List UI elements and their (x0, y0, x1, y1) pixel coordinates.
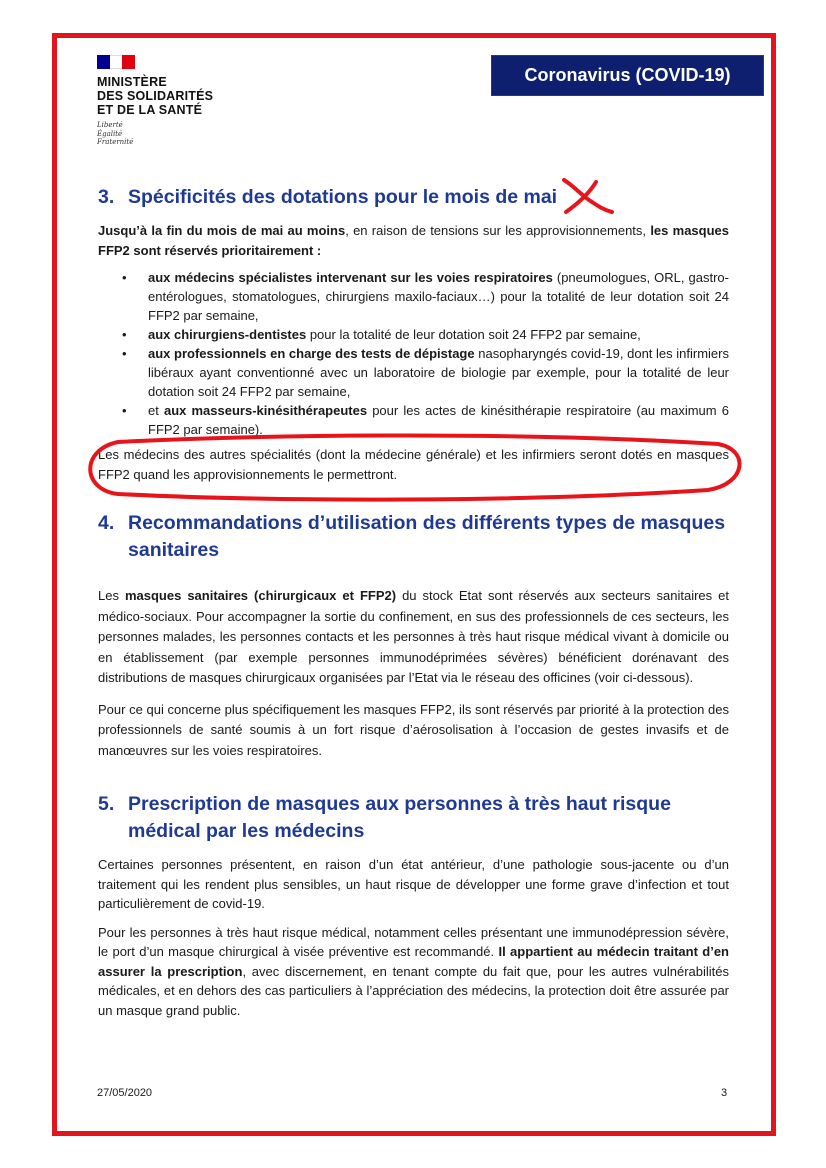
footer-date: 27/05/2020 (97, 1087, 153, 1099)
text: Les (98, 588, 125, 603)
text: du stock Etat sont réservés aux secteurs sanitaires et médico-sociaux. Pour accompagner la sortie du confinement, en sus des professionnels de ces secteurs, les personnes malades, les personnes contacts et les personnes à très haut risque médical vivant à domicile ou en établissement (par exemple personnes immunodéprimées sévères) bénéficient dorénavant des distributions de masques chirurgicaux organisées par l’Etat via le réseau des officines (voir ci-dessous). (98, 588, 729, 685)
handwritten-circle-annotation (78, 432, 750, 504)
text: nasopharyngés covid-19, dont les infirmiers libéraux ayant conventionné avec un laboratoire de biologie par exemple, pour la totalité de leur dotation soit 24 FFP2 par semaine, (148, 346, 729, 399)
bold-text: aux médecins spécialistes intervenant sur les voies respiratoires (148, 270, 553, 285)
section-3-intro (98, 221, 729, 260)
section-4-heading (98, 510, 729, 564)
french-flag-icon (97, 55, 135, 69)
text: Pour les personnes à très haut risque médical, notamment celles présentant une immunodépression sévère, le port d’un masque chirurgical à visée préventive est recommandé. (98, 924, 729, 959)
motto-line: Égalité (97, 129, 123, 138)
list-item (98, 344, 729, 401)
section-4-paragraph (98, 586, 729, 689)
bold-text: aux professionnels en charge des tests de dépistage (148, 346, 475, 361)
section-title: Prescription de masques aux personnes à très haut risque médical par les médecins (128, 793, 671, 842)
motto-line: Fraternité (97, 138, 134, 146)
bullet-icon: • (122, 346, 127, 361)
section-5-heading (98, 791, 729, 845)
ministry-line: DES SOLIDARITÉS (97, 89, 214, 103)
covid-banner: Coronavirus (COVID-19) (491, 55, 764, 96)
bold-text: masques sanitaires (chirurgicaux et FFP2) (124, 588, 397, 603)
list-item (98, 325, 729, 344)
bullet-icon: • (122, 327, 127, 342)
bullet-icon: • (122, 270, 127, 285)
text: , en raison de tensions sur les approvisionnements, (345, 223, 651, 238)
section-4-paragraph: Pour ce qui concerne plus spécifiquement les masques FFP2, ils sont réservés par priorité à la protection des professionnels de santé soumis à un fort risque d’aérosolisation à l’occasion de gestes invasifs et de manœuvres sur les voies respiratoires. (98, 701, 729, 758)
bold-text: les masques FFP2 sont réservés prioritairement : (98, 223, 730, 258)
text: pour la totalité de leur dotation soit 24 FFP2 par semaine, (306, 327, 641, 342)
bold-text: Il appartient au médecin traitant d’en assurer la prescription (98, 944, 729, 979)
bold-text: Jusqu’à la fin du mois de mai au moins (98, 223, 346, 238)
ministry-name (97, 75, 213, 117)
ministry-line: MINISTÈRE (97, 75, 167, 89)
bold-text: aux chirurgiens-dentistes (148, 327, 307, 342)
text: , avec discernement, en tenant compte du fait que, pour les autres vulnérabilités médicales, et en dehors des cas particuliers à l’appréciation des médecins, la protection doit être assurée par un masque grand public. (98, 963, 730, 1018)
text: (pneumologues, ORL, gastro-entérologues, stomatologues, chirurgiens maxilo-faciaux…) pour la totalité de leur dotation soit 24 FFP2 par semaine, (148, 270, 729, 323)
section-title: Spécificités des dotations pour le mois de mai (128, 186, 558, 208)
bold-text: aux masseurs-kinésithérapeutes (163, 403, 368, 418)
page-number: 3 (721, 1087, 728, 1099)
text: et (148, 403, 164, 418)
ministry-line: ET DE LA SANTÉ (97, 103, 203, 117)
circled-paragraph: Les médecins des autres spécialités (dont la médecine générale) et les infirmiers seront dotés en masques FFP2 quand les approvisionnements le permettront. (98, 447, 729, 482)
section-number: 3. (98, 186, 115, 208)
ministry-logo (97, 55, 213, 147)
text: pour les actes de kinésithérapie respiratoire (au maximum 6 FFP2 par semaine). (148, 403, 729, 437)
bullet-icon: • (122, 403, 127, 418)
section-3-heading (98, 184, 729, 211)
document-body (98, 184, 729, 1020)
motto-line: Liberté (97, 121, 123, 129)
section-5-paragraph (98, 923, 729, 1021)
section-number: 5. (98, 793, 115, 815)
republic-motto (97, 121, 213, 147)
section-number: 4. (98, 512, 115, 534)
priority-list (98, 268, 729, 439)
list-item (98, 268, 729, 325)
section-5-paragraph: Certaines personnes présentent, en raison d’un état antérieur, d’une pathologie sous-jacente ou d’un traitement qui les rendent plus sensibles, un haut risque de développer une forme grave d’infection et tout particulièrement de covid-19. (98, 857, 729, 911)
handwritten-cross-icon (560, 176, 616, 218)
section-title: Recommandations d’utilisation des différents types de masques sanitaires (128, 512, 726, 561)
